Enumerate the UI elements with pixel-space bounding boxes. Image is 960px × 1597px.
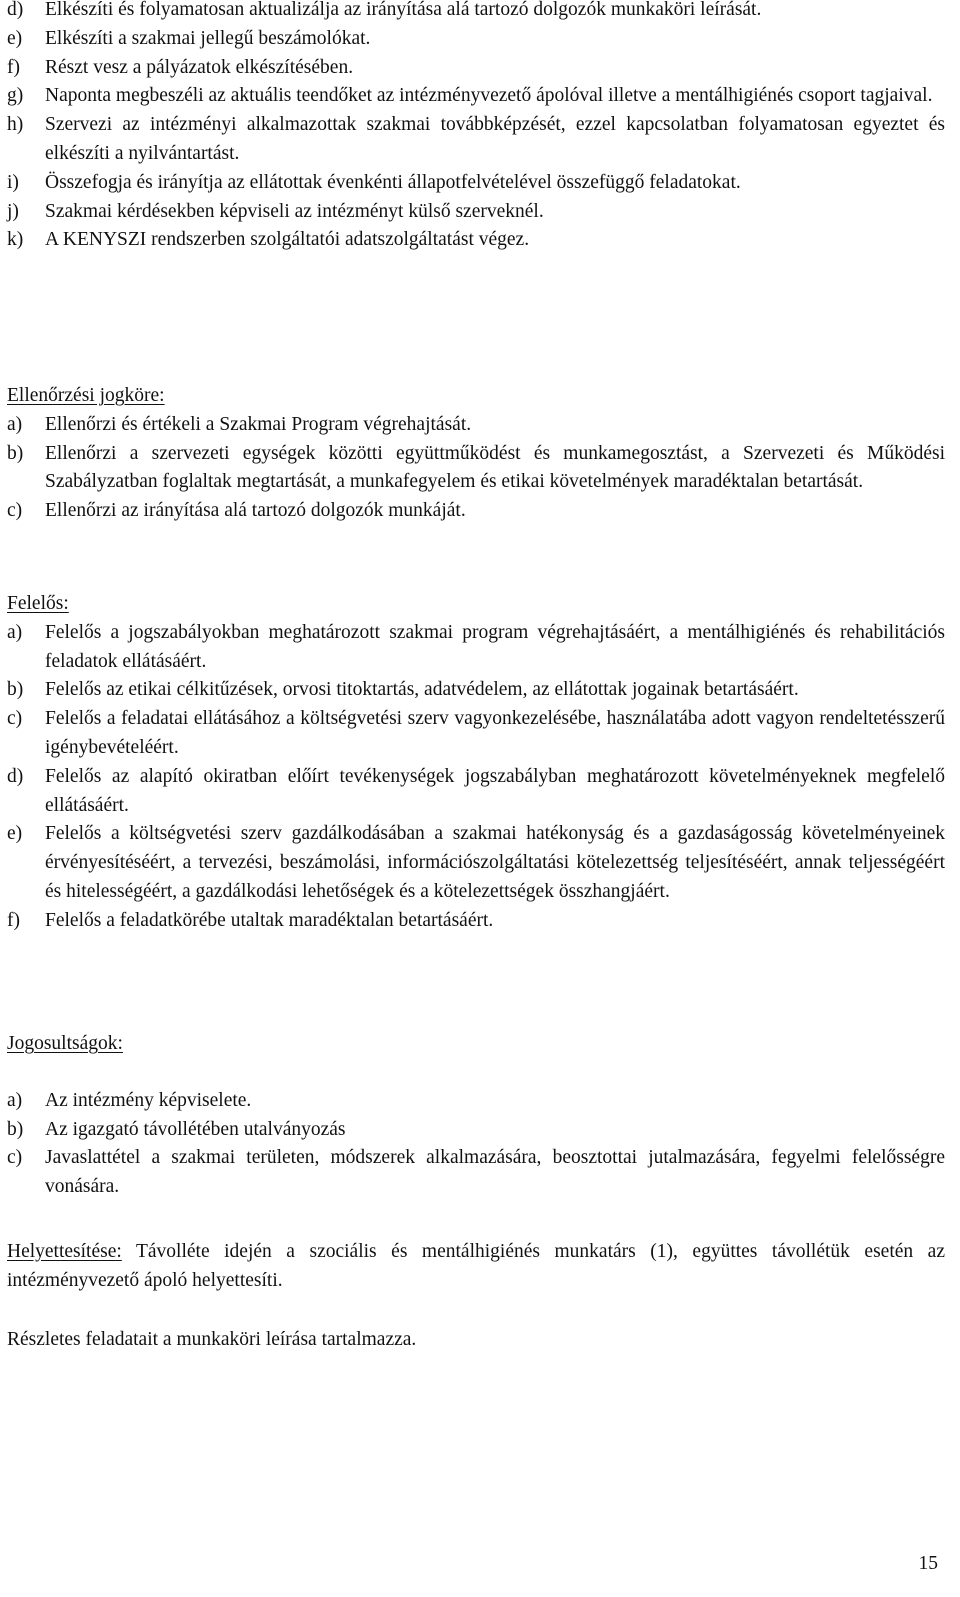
list-item bbox=[7, 763, 945, 821]
list-item bbox=[7, 411, 945, 440]
list-item bbox=[7, 705, 945, 763]
list-item bbox=[7, 1087, 945, 1116]
item-text: Az igazgató távollétében utalványozás bbox=[45, 1118, 346, 1140]
item-text: Elkészíti a szakmai jellegű beszámolókat. bbox=[45, 27, 371, 49]
section-heading bbox=[7, 382, 945, 411]
list-item bbox=[7, 497, 945, 526]
item-label: c) bbox=[7, 500, 23, 522]
list-item bbox=[7, 198, 945, 227]
item-label: b) bbox=[7, 442, 24, 464]
list-item bbox=[7, 440, 945, 498]
item-text: Felelős a költségvetési szerv gazdálkodásában a szakmai hatékonyság és a gazdaságosság követelményeinek érvényesítéséért, a tervezési, beszámolási, információszolgáltatási kötelezettség teljesítéséért, annak teljességéért és hitelességéért, a gazdálkodási lehetőségek és a kötelezettségek összhangjáért. bbox=[45, 823, 945, 902]
item-label: d) bbox=[7, 0, 24, 20]
item-label: a) bbox=[7, 413, 23, 435]
item-text: Részt vesz a pályázatok elkészítésében. bbox=[45, 56, 354, 78]
list-item bbox=[7, 1144, 945, 1202]
list-item bbox=[7, 907, 945, 936]
responsible-section bbox=[7, 590, 945, 936]
item-text: Felelős a feladatkörébe utaltak maradéktalan betartásáért. bbox=[45, 909, 494, 931]
item-text: Javaslattétel a szakmai területen, módszerek alkalmazására, beosztottai jutalmazására, fegyelmi felelősségre vonására. bbox=[45, 1147, 945, 1198]
list-item bbox=[7, 25, 945, 54]
intro-list bbox=[7, 0, 945, 255]
item-text: Szakmai kérdésekben képviseli az intézményt külső szerveknél. bbox=[45, 200, 544, 222]
rights-section bbox=[7, 1030, 945, 1202]
item-text: Elkészíti és folyamatosan aktualizálja az irányítása alá tartozó dolgozók munkaköri leírását. bbox=[45, 0, 762, 20]
item-text: Szervezi az intézményi alkalmazottak szakmai továbbképzését, ezzel kapcsolatban folyamatosan egyeztet és elkészíti a nyilvántartást. bbox=[45, 114, 945, 164]
responsible-heading: Felelős: bbox=[7, 593, 69, 614]
item-label: b) bbox=[7, 1118, 24, 1140]
item-text: Naponta megbeszéli az aktuális teendőket az intézményvezető ápolóval illetve a mentálhigiénés csoport tagjaival. bbox=[45, 85, 933, 107]
item-label: a) bbox=[7, 1089, 23, 1111]
item-label: e) bbox=[7, 823, 23, 845]
item-label: k) bbox=[7, 229, 24, 251]
item-text: Ellenőrzi és értékeli a Szakmai Program végrehajtását. bbox=[45, 413, 472, 435]
item-text: Ellenőrzi a szervezeti egységek közötti együttműködést és munkamegosztást, a Szervezeti és Működési Szabályzatban foglaltak megtartását, a munkafegyelem és etikai követelmények maradéktalan betartását. bbox=[45, 442, 945, 493]
item-label: f) bbox=[7, 56, 20, 78]
item-label: f) bbox=[7, 909, 20, 931]
item-label: b) bbox=[7, 679, 24, 701]
page-number: 15 bbox=[918, 1553, 938, 1574]
substitution-paragraph bbox=[7, 1238, 945, 1296]
item-text: A KENYSZI rendszerben szolgáltatói adatszolgáltatást végez. bbox=[45, 229, 530, 251]
section-heading bbox=[7, 590, 945, 619]
item-label: c) bbox=[7, 1147, 23, 1169]
list-item bbox=[7, 1116, 945, 1145]
list-item bbox=[7, 169, 945, 198]
item-label: i) bbox=[7, 171, 19, 193]
substitution-text: Távolléte idején a szociális és mentálhigiénés munkatárs (1), együttes távollétük esetén az intézményvezető ápoló helyettesíti. bbox=[7, 1241, 945, 1291]
item-text: Felelős a feladatai ellátásához a költségvetési szerv vagyonkezelésébe, használatába adott vagyon rendeltetésszerű igénybevételéért. bbox=[45, 708, 945, 758]
list-item bbox=[7, 676, 945, 705]
list-item bbox=[7, 54, 945, 83]
item-text: Felelős az etikai célkitűzések, orvosi titoktartás, adatvédelem, az ellátottak jogainak betartásáért. bbox=[45, 679, 799, 701]
list-item bbox=[7, 0, 945, 25]
item-text: Összefogja és irányítja az ellátottak évenkénti állapotfelvételével összefüggő feladatokat. bbox=[45, 171, 741, 193]
item-text: Felelős a jogszabályokban meghatározott szakmai program végrehajtásáért, a mentálhigiénés és rehabilitációs feladatok ellátásáért. bbox=[45, 621, 945, 672]
item-text: Ellenőrzi az irányítása alá tartozó dolgozók munkáját. bbox=[45, 500, 466, 522]
control-heading: Ellenőrzési jogköre: bbox=[7, 385, 165, 406]
item-label: c) bbox=[7, 708, 23, 730]
rights-heading: Jogosultságok: bbox=[7, 1033, 123, 1054]
control-section bbox=[7, 382, 945, 526]
list-item bbox=[7, 82, 945, 111]
item-label: d) bbox=[7, 765, 24, 787]
item-label: a) bbox=[7, 621, 23, 643]
item-text: Felelős az alapító okiratban előírt tevékenységek jogszabályban meghatározott követelményeknek megfelelő ellátásáért. bbox=[45, 765, 945, 816]
item-label: j) bbox=[7, 200, 19, 222]
list-item bbox=[7, 820, 945, 906]
substitution-heading: Helyettesítése: bbox=[7, 1241, 122, 1262]
list-item bbox=[7, 619, 945, 677]
item-label: h) bbox=[7, 114, 24, 136]
item-label: e) bbox=[7, 27, 23, 49]
closing-paragraph: Részletes feladatait a munkaköri leírása tartalmazza. bbox=[7, 1329, 417, 1350]
list-item bbox=[7, 226, 945, 255]
section-heading bbox=[7, 1030, 945, 1059]
item-text: Az intézmény képviselete. bbox=[45, 1089, 252, 1111]
item-label: g) bbox=[7, 85, 24, 107]
list-item bbox=[7, 111, 945, 169]
